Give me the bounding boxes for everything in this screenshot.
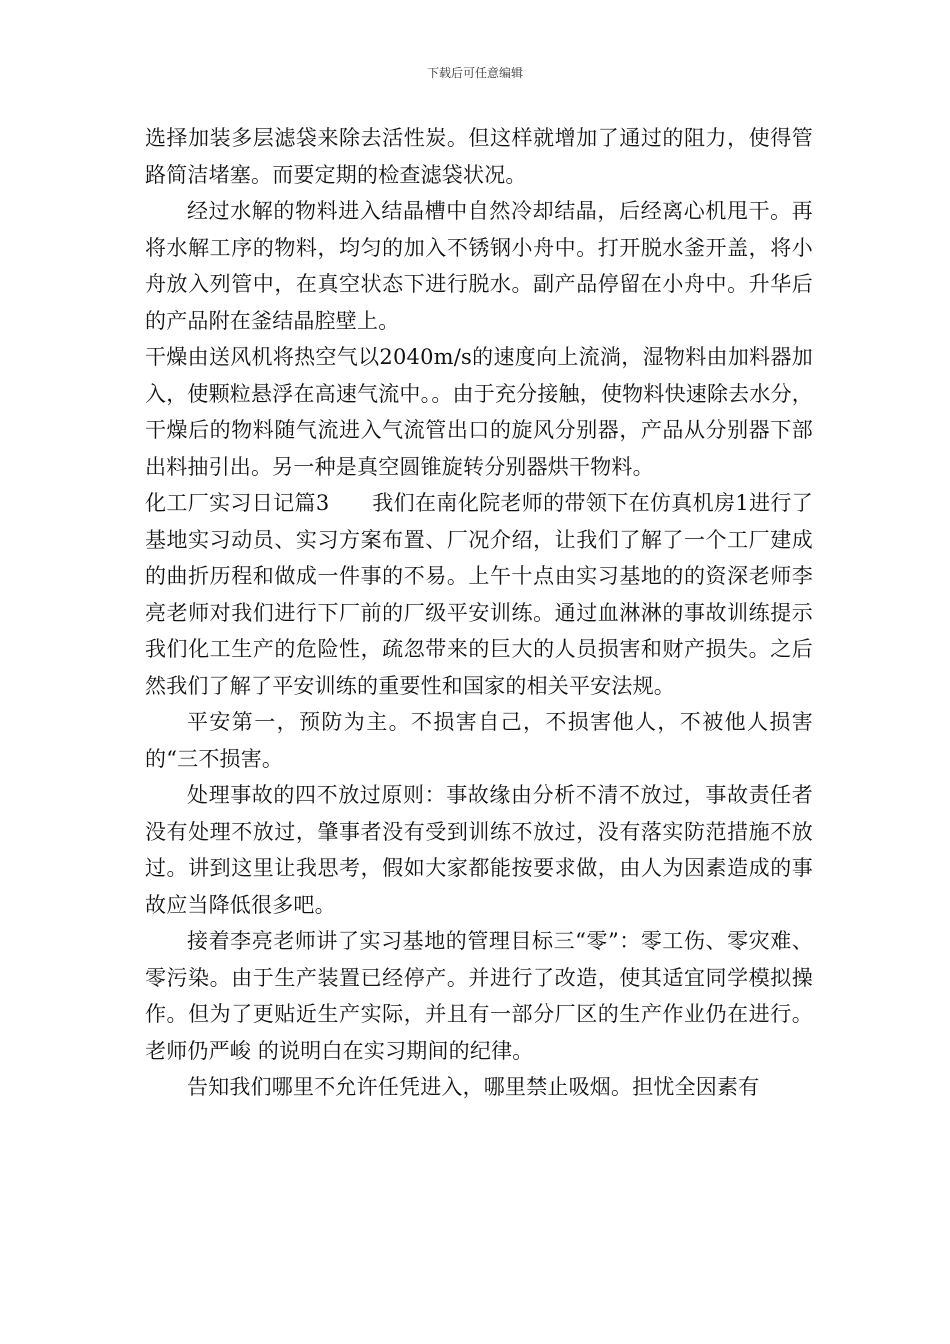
paragraph-1: 选择加装多层滤袋来除去活性炭。但这样就增加了通过的阻力，使得管路简洁堵塞。而要定期的检查滤袋状况。	[145, 126, 813, 187]
document-body	[145, 120, 813, 1106]
paragraph-5: 平安第一，预防为主。不损害自己，不损害他人，不被他人损害的“三不损害。	[145, 710, 813, 771]
paragraph-7: 接着李亮老师讲了实习基地的管理目标三“零”：零工伤、零灾难、零污染。由于生产装置已经停产。并进行了改造，使其适宜同学模拟操作。但为了更贴近生产实际，并且有一部分厂区的生产作业仍在进行。老师仍严峻 的说明白在实习期间的纪律。	[145, 929, 813, 1063]
paragraph-8: 告知我们哪里不允许任凭进入，哪里禁止吸烟。担忧全因素有	[187, 1075, 760, 1099]
paragraph-3: 干燥由送风机将热空气以2040m/s的速度向上流淌，湿物料由加料器加入，使颗粒悬浮在高速气流中。。由于充分接触，使物料快速除去水分，干燥后的物料随气流进入气流管出口的旋风分别器，产品从分别器下部出料抽引出。另一种是真空圆锥旋转分别器烘干物料。	[145, 345, 813, 479]
paragraph-6: 处理事故的四不放过原则：事故缘由分析不清不放过，事故责任者没有处理不放过，肇事者没有受到训练不放过，没有落实防范措施不放过。讲到这里让我思考，假如大家都能按要求做，由人为因素造成的事故应当降低很多吧。	[145, 783, 813, 917]
page-header: 下载后可任意编辑	[426, 66, 523, 80]
paragraph-2: 经过水解的物料进入结晶槽中自然冷却结晶，后经离心机甩干。再将水解工序的物料，均匀的加入不锈钢小舟中。打开脱水釜开盖，将小舟放入列管中，在真空状态下进行脱水。副产品停留在小舟中。升华后的产品附在釜结晶腔壁上。	[145, 199, 813, 333]
paragraph-4: 化工厂实习日记篇3 我们在南化院老师的带领下在仿真机房1进行了基地实习动员、实习方案布置、厂况介绍，让我们了解了一个工厂建成的曲折历程和做成一件事的不易。上午十点由实习基地的的资深老师李亮老师对我们进行下厂前的厂级平安训练。通过血淋淋的事故训练提示我们化工生产的危险性，疏忽带来的巨大的人员损害和财产损失。之后然我们了解了平安训练的重要性和国家的相关平安法规。	[145, 491, 813, 698]
